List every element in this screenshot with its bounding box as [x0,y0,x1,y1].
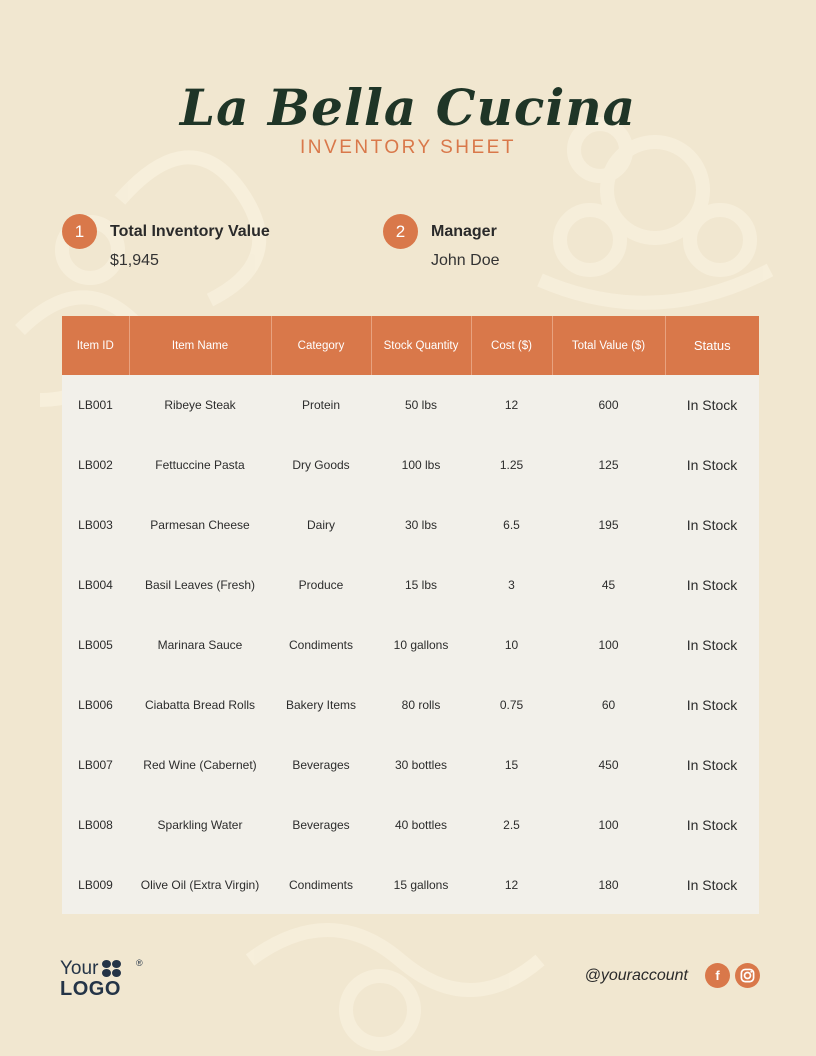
cost-cell: 10 [471,615,552,675]
cost-cell: 0.75 [471,675,552,735]
item-name-cell: Sparkling Water [129,795,271,855]
table-row [62,495,759,555]
stock-quantity-cell: 100 lbs [371,435,471,495]
status-cell: In Stock [665,375,759,435]
social-account-handle: @youraccount [584,966,688,984]
category-cell: Produce [271,555,371,615]
category-cell: Dry Goods [271,435,371,495]
brand-logo [60,958,143,1000]
status-cell: In Stock [665,435,759,495]
total-value-cell: 125 [552,435,665,495]
cost-cell: 15 [471,735,552,795]
total-value-cell: 195 [552,495,665,555]
item-id-cell: LB005 [62,615,129,675]
status-cell: In Stock [665,615,759,675]
item-id-cell: LB006 [62,675,129,735]
table-row [62,555,759,615]
info-manager [383,214,500,270]
item-name-cell: Olive Oil (Extra Virgin) [129,855,271,914]
table-row [62,735,759,795]
item-id-cell: LB004 [62,555,129,615]
status-cell: In Stock [665,795,759,855]
item-name-cell: Fettuccine Pasta [129,435,271,495]
logo-text-top: Your [60,958,99,979]
column-header: Category [271,316,371,375]
column-header: Cost ($) [471,316,552,375]
stock-quantity-cell: 40 bottles [371,795,471,855]
facebook-icon[interactable]: f [705,963,730,988]
info-number-badge: 2 [383,214,418,249]
cost-cell: 12 [471,855,552,914]
info-label: Total Inventory Value [110,223,270,240]
total-value-cell: 450 [552,735,665,795]
stock-quantity-cell: 15 gallons [371,855,471,914]
total-value-cell: 100 [552,795,665,855]
info-label: Manager [431,223,497,240]
item-id-cell: LB003 [62,495,129,555]
status-cell: In Stock [665,555,759,615]
table-row [62,435,759,495]
column-header: Item Name [129,316,271,375]
info-value: $1,945 [110,252,159,269]
total-value-cell: 180 [552,855,665,914]
stock-quantity-cell: 30 bottles [371,735,471,795]
column-header: Status [665,316,759,375]
cost-cell: 1.25 [471,435,552,495]
table-row [62,795,759,855]
table-row [62,855,759,914]
sheet-subtitle: INVENTORY SHEET [300,137,516,158]
stock-quantity-cell: 15 lbs [371,555,471,615]
table-row [62,615,759,675]
instagram-icon[interactable] [735,963,760,988]
table-row [62,375,759,435]
item-id-cell: LB007 [62,735,129,795]
cost-cell: 12 [471,375,552,435]
cost-cell: 3 [471,555,552,615]
column-header: Total Value ($) [552,316,665,375]
category-cell: Condiments [271,855,371,914]
column-header: Item ID [62,316,129,375]
total-value-cell: 600 [552,375,665,435]
clover-icon [102,960,122,978]
table-row [62,675,759,735]
inventory-table [62,316,759,914]
cost-cell: 6.5 [471,495,552,555]
info-number-badge: 1 [62,214,97,249]
category-cell: Condiments [271,615,371,675]
status-cell: In Stock [665,675,759,735]
stock-quantity-cell: 10 gallons [371,615,471,675]
total-value-cell: 100 [552,615,665,675]
item-name-cell: Ciabatta Bread Rolls [129,675,271,735]
registered-mark: ® [136,958,143,968]
item-name-cell: Marinara Sauce [129,615,271,675]
category-cell: Beverages [271,735,371,795]
status-cell: In Stock [665,855,759,914]
status-cell: In Stock [665,735,759,795]
item-name-cell: Basil Leaves (Fresh) [129,555,271,615]
category-cell: Protein [271,375,371,435]
category-cell: Dairy [271,495,371,555]
column-header: Stock Quantity [371,316,471,375]
item-id-cell: LB009 [62,855,129,914]
cost-cell: 2.5 [471,795,552,855]
total-value-cell: 45 [552,555,665,615]
social-footer [585,963,760,988]
item-id-cell: LB008 [62,795,129,855]
status-cell: In Stock [665,495,759,555]
total-value-cell: 60 [552,675,665,735]
logo-text-bottom: LOGO [60,978,121,1000]
restaurant-title: La Bella Cucina [179,78,637,137]
table-header-row [62,316,759,375]
stock-quantity-cell: 50 lbs [371,375,471,435]
item-name-cell: Ribeye Steak [129,375,271,435]
item-name-cell: Red Wine (Cabernet) [129,735,271,795]
info-value: John Doe [431,252,500,269]
stock-quantity-cell: 30 lbs [371,495,471,555]
info-total-value [62,214,270,270]
category-cell: Bakery Items [271,675,371,735]
stock-quantity-cell: 80 rolls [371,675,471,735]
item-name-cell: Parmesan Cheese [129,495,271,555]
item-id-cell: LB002 [62,435,129,495]
category-cell: Beverages [271,795,371,855]
item-id-cell: LB001 [62,375,129,435]
